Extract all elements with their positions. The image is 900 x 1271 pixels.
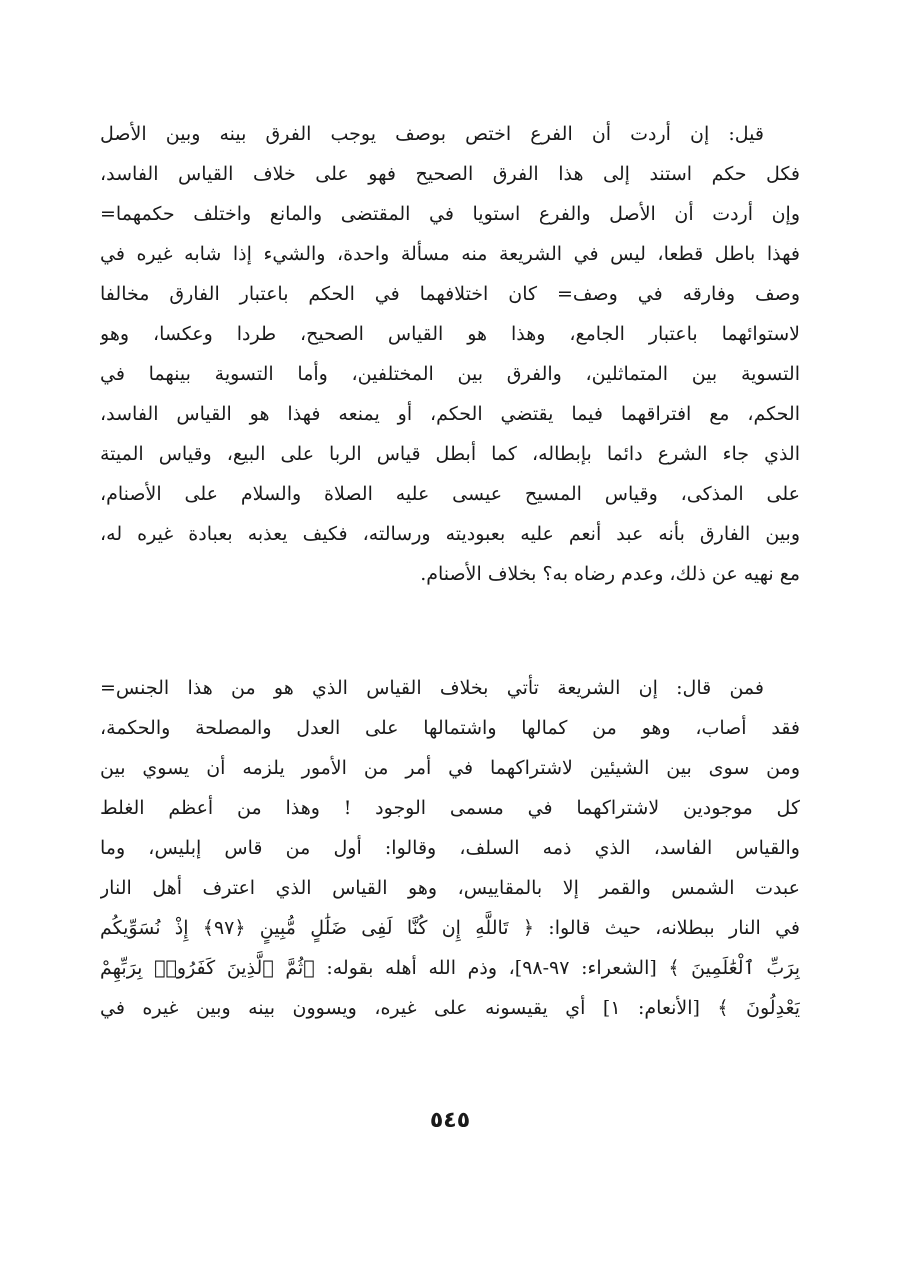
paragraph-1 [100,114,800,594]
quran-citation-line: في النار ببطلانه، حيث قالوا: ﴿ تَاللَّهِ إِن كُنَّا لَفِى ضَلَٰلٍ مُّبِينٍ ﴿٩٧﴾ إِذْ نُسَوِّيكُم [100,917,800,939]
text-line: وبين الفارق بأنه عبد أنعم عليه بعبوديته ورسالته، فكيف يعذبه بعبادة غيره له، [100,523,800,545]
text-line: ومن سوى بين الشيئين لاشتراكهما في أمر من الأمور يلزمه أن يسوي بين [100,757,800,779]
text-line: عبدت الشمس والقمر إلا بالمقاييس، وهو القياس الذي اعترف أهل النار [100,877,800,899]
page-number: ٥٤٥ [429,1108,471,1133]
paragraph-2 [100,668,800,1028]
text-line: فقد أصاب، وهو من كمالها واشتمالها على العدل والمصلحة والحكمة، [100,717,800,739]
quran-citation-line: يَعْدِلُونَ ﴾ [الأنعام: ١] أي يقيسونه على غيره، ويسوون بينه وبين غيره في [100,997,800,1019]
text-line: لاستوائهما باعتبار الجامع، وهذا هو القياس الصحيح، طردا وعكسا، وهو [100,323,800,345]
text-line: كل موجودين لاشتراكهما في مسمى الوجود ! وهذا من أعظم الغلط [100,797,800,819]
text-line: قيل: إن أردت أن الفرع اختص بوصف يوجب الفرق بينه وبين الأصل [100,123,764,145]
text-line: الذي جاء الشرع دائما بإبطاله، كما أبطل قياس الربا على البيع، وقياس الميتة [100,443,800,465]
text-line: الحكم، مع افتراقهما فيما يقتضي الحكم، أو يمنعه فهذا هو القياس الفاسد، [100,403,800,425]
text-line: التسوية بين المتماثلين، والفرق بين المختلفين، وأما التسوية بينهما في [100,363,800,385]
text-line: مع نهيه عن ذلك، وعدم رضاه به؟ بخلاف الأصنام. [420,563,800,585]
text-line: وصف وفارقه في وصف= كان اختلافهما في الحكم باعتبار الفارق مخالفا [100,283,800,305]
text-line: فكل حكم استند إلى هذا الفرق الصحيح فهو على خلاف القياس الفاسد، [100,163,800,185]
text-line: على المذكى، وقياس المسيح عيسى عليه الصلاة والسلام على الأصنام، [100,483,800,505]
text-line: فمن قال: إن الشريعة تأتي بخلاف القياس الذي هو من هذا الجنس= [100,677,764,699]
quran-citation-line: بِرَبِّ ٱلْعَٰلَمِينَ ﴾ [الشعراء: ٩٧-٩٨]، وذم الله أهله بقوله: ﴿ثُمَّ ٱلَّذِينَ كَفَرُوا۟ بِرَبِّهِمْ [100,957,800,979]
text-line: والقياس الفاسد، الذي ذمه السلف، وقالوا: أول من قاس إبليس، وما [100,837,800,859]
text-line: فهذا باطل قطعا، ليس في الشريعة منه مسألة واحدة، والشيء إذا شابه غيره في [100,243,800,265]
text-line: وإن أردت أن الأصل والفرع استويا في المقتضى والمانع واختلف حكمهما= [100,203,800,225]
